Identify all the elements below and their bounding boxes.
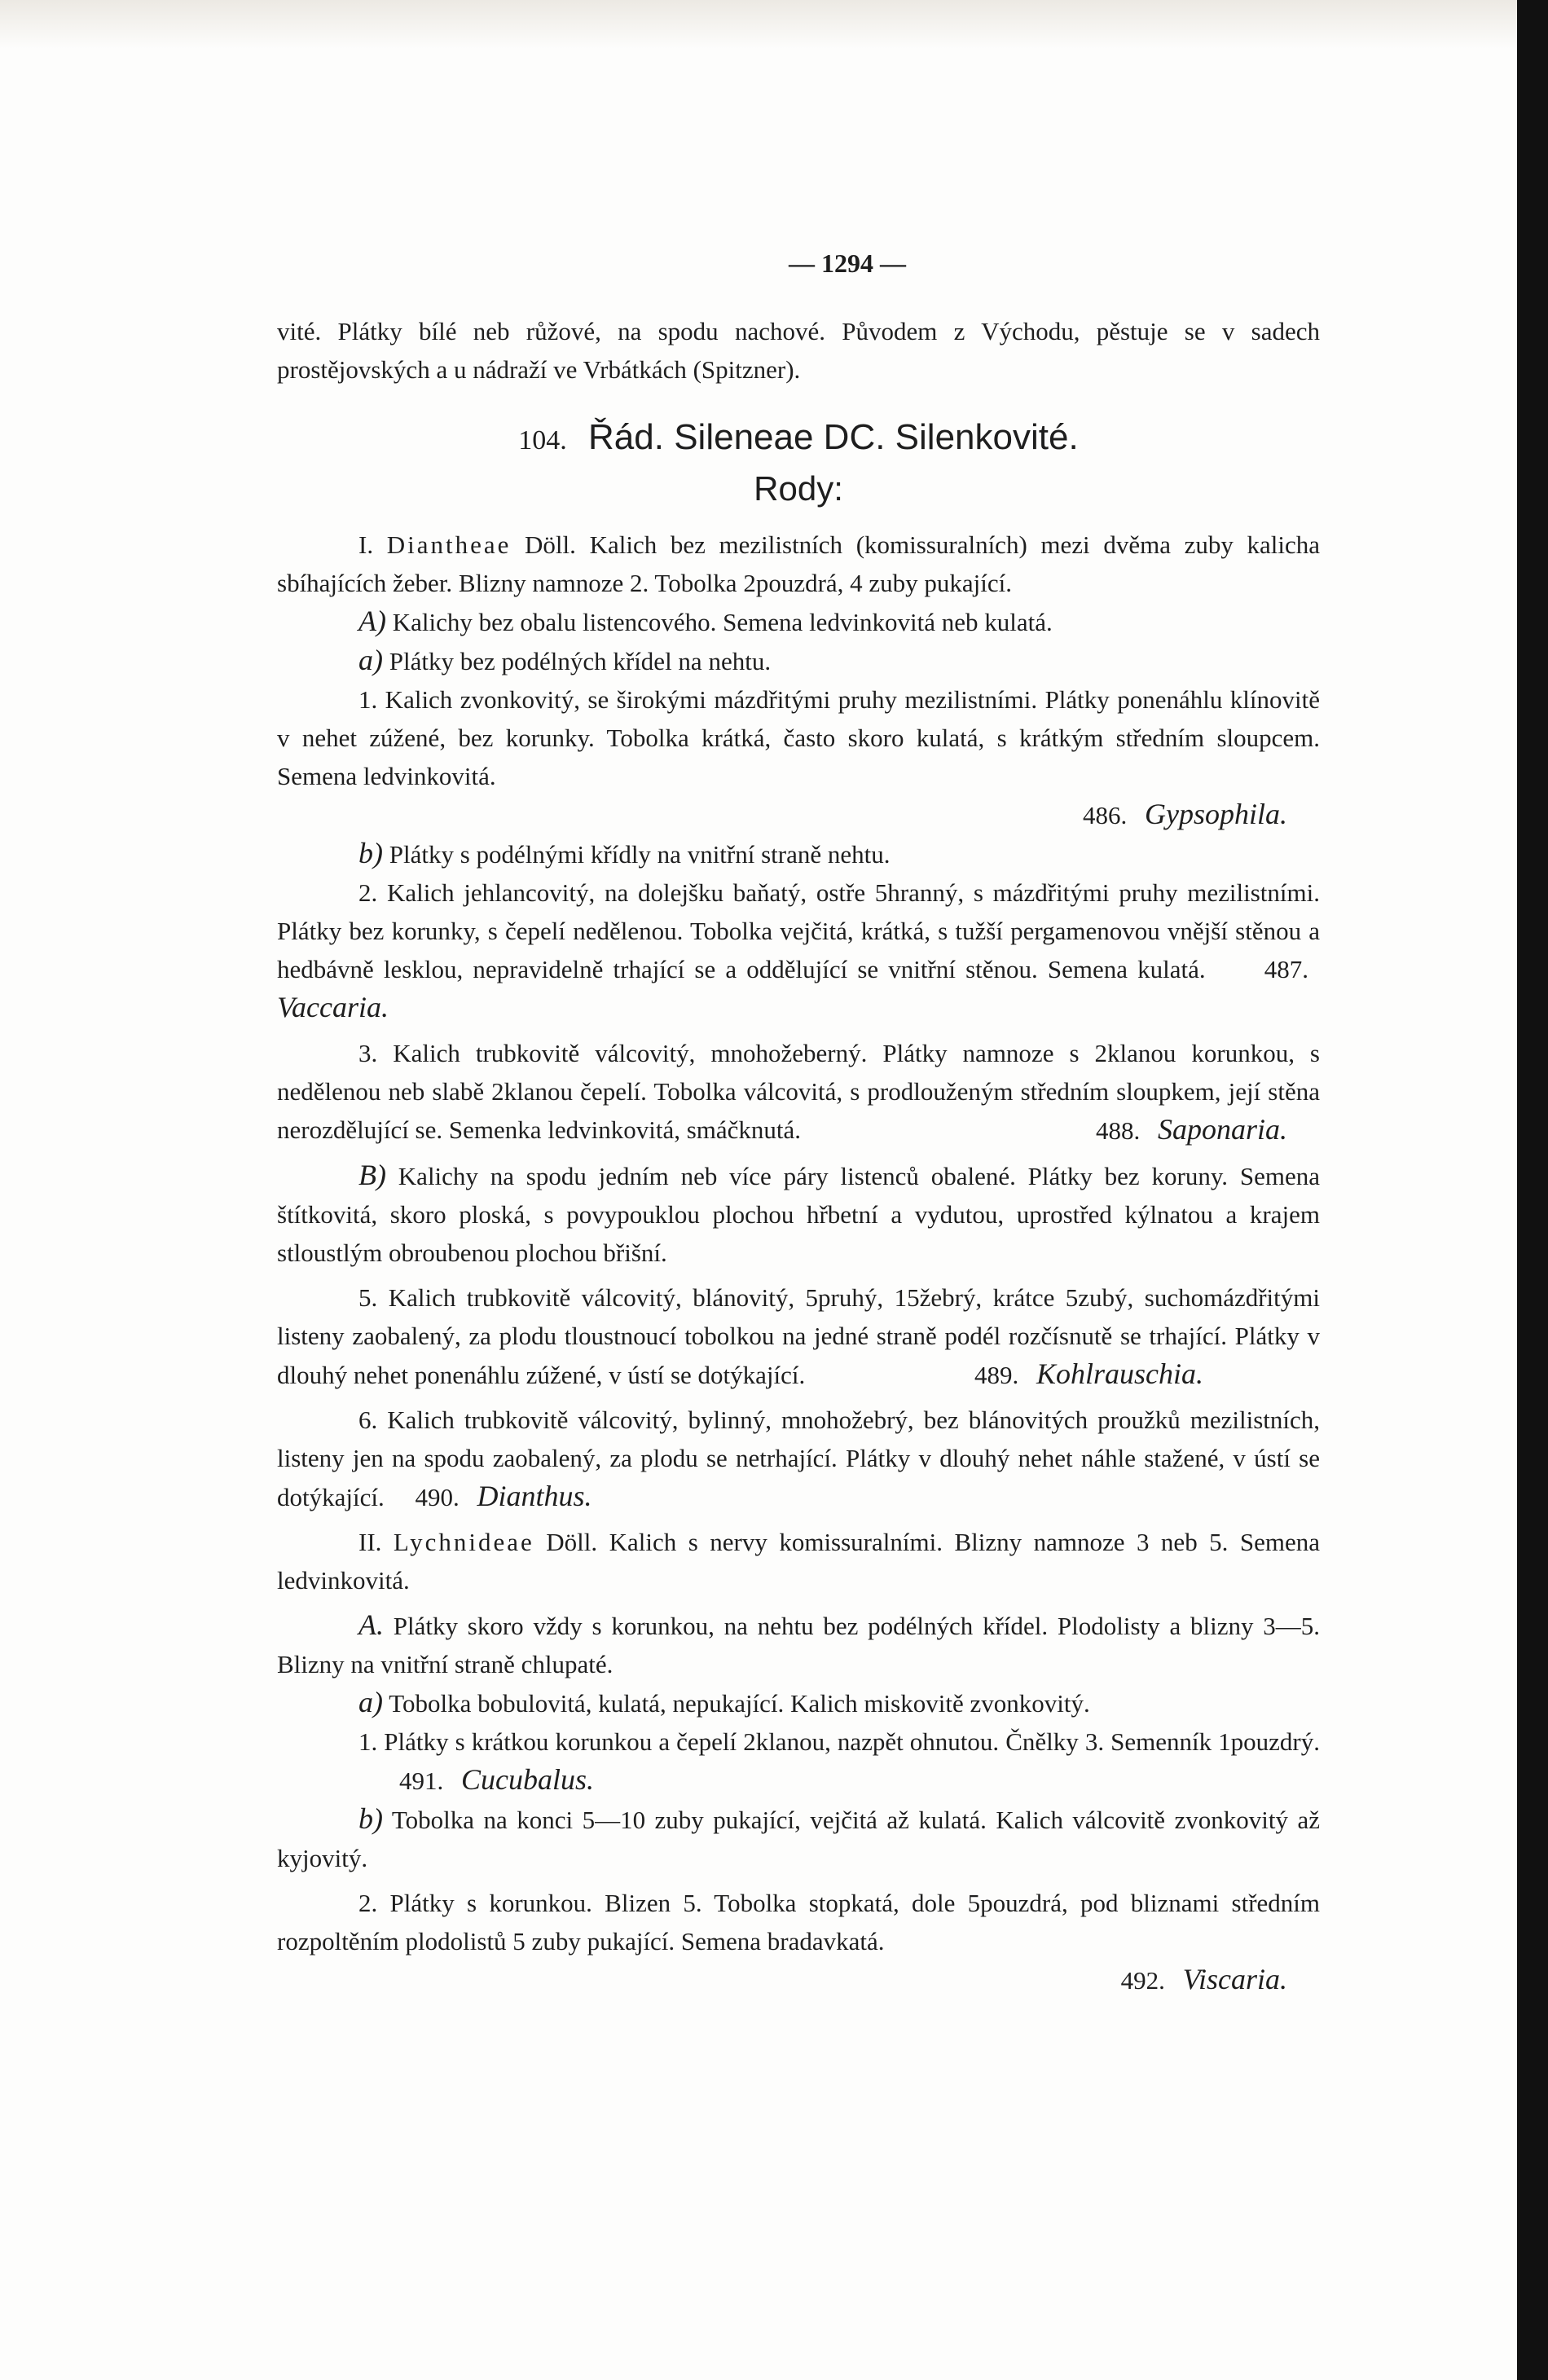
key-A2: [277, 1606, 1320, 1683]
scan-shadow-top: [0, 0, 1548, 49]
item-3-text: 3. Kalich trubkovitě válcovitý, mnohožeberný. Plátky namnoze s 2klanou korunkou, s nedělenou neb slabě 2klanou čepelí. Tobolka válcovitá, s prodlouženým středním sloupkem, její stěna nerozdělující se. Semenka ledvinkovitá, smáčknutá.: [277, 1039, 1320, 1144]
key-b2: [277, 1800, 1320, 1877]
tribe-2-author: Döll.: [546, 1528, 598, 1556]
genus-488-name: Saponaria.: [1157, 1113, 1287, 1146]
item-1b: [277, 1722, 1320, 1800]
key-a2-text: Tobolka bobulovitá, kulatá, nepukající. Kalich miskovitě zvonkovitý.: [389, 1689, 1090, 1718]
key-a: [277, 641, 1320, 680]
genus-492-name: Viscaria.: [1182, 1963, 1287, 1995]
key-A-letter: A): [358, 605, 386, 637]
genus-487-number: 487.: [1264, 955, 1308, 983]
book-page: [277, 244, 1320, 1999]
item-5-text: 5. Kalich trubkovitě válcovitý, blánovitý, 5pruhý, 15žebrý, krátce 5zubý, suchomázdřitými listeny zaobalený, za plodu tloustnoucí tobolkou na jedné straně podél rozčísnutě se trhající. Plátky v dlouhý nehet ponenáhlu zúžené, v ústí se dotýkající.: [277, 1283, 1320, 1389]
key-A-text: Kalichy bez obalu listencového. Semena ledvinkovitá neb kulatá.: [392, 608, 1053, 636]
key-b: [277, 834, 1320, 873]
key-B: [277, 1156, 1320, 1272]
family-subtitle: Rody:: [754, 469, 843, 508]
genus-490-name: Dianthus.: [477, 1480, 592, 1512]
genus-486-number: 486.: [1083, 801, 1128, 829]
key-a-letter: a): [358, 644, 383, 676]
key-a-text: Plátky bez podélných křídel na nehtu.: [389, 647, 772, 675]
genus-491-name: Cucubalus.: [461, 1763, 595, 1796]
key-b2-text: Tobolka na konci 5—10 zuby pukající, vejčitá až kulatá. Kalich válcovitě zvonkovitý až kyjovitý.: [277, 1806, 1320, 1872]
item-1-text: 1. Kalich zvonkovitý, se širokými mázdřitými pruhy mezilistními. Plátky ponenáhlu klínovitě v nehet zúžené, bez korunky. Tobolka krátká, často skoro kulatá, s krátkým středním sloupcem. Semena ledvinkovitá.: [277, 685, 1320, 790]
key-a2-letter: a): [358, 1686, 383, 1718]
genus-489-name: Kohlrauschia.: [1036, 1357, 1204, 1390]
item-2-text: 2. Kalich jehlancovitý, na dolejšku baňatý, ostře 5hranný, s mázdřitými pruhy mezilistními. Plátky bez korunky, s čepelí nedělenou. Tobolka vejčitá, krátká, s tužší pergamenovou vnější stěnou a hedbávně lesklou, nepravidelně trhající se a oddělující se vnitřní stěnou. Semena kulatá.: [277, 878, 1320, 983]
key-A2-letter: A.: [358, 1608, 384, 1641]
family-title: Řád. Sileneae DC. Silenkovité.: [588, 417, 1079, 457]
tribe-1: [277, 526, 1320, 602]
genus-491-number: 491.: [399, 1766, 444, 1795]
genus-492-number: 492.: [1120, 1966, 1165, 1995]
family-number: 104.: [518, 425, 567, 455]
item-2: [277, 873, 1320, 1027]
key-B-text: Kalichy na spodu jedním neb více páry listenců obalené. Plátky bez koruny. Semena štítkovitá, skoro ploská, s povypouklou plochou hřbetní a vydutou, uprostřed kýlnatou a krajem stloustlým obroubenou plochou břišní.: [277, 1162, 1320, 1267]
key-B-letter: B): [358, 1159, 386, 1191]
tribe-1-text: Kalich bez mezilistních (komissuralních) mezi dvěma zuby kalicha sbíhajících žeber. Blizny namnoze 2. Tobolka 2pouzdrá, 4 zuby pukající.: [277, 530, 1321, 597]
tribe-2: [277, 1523, 1320, 1599]
scan-border-right: [1517, 0, 1548, 2380]
key-b-letter: b): [358, 837, 383, 869]
tribe-2-name: Lychnideae: [393, 1528, 534, 1556]
genus-489-number: 489.: [974, 1361, 1019, 1389]
key-A: [277, 602, 1320, 641]
key-b2-letter: b): [358, 1802, 383, 1835]
item-2b-text: 2. Plátky s korunkou. Blizen 5. Tobolka stopkatá, dole 5pouzdrá, pod bliznami středním rozpoltěním plodolistů 5 zuby pukající. Semena bradavkatá.: [277, 1889, 1320, 1955]
genus-486: [277, 795, 1320, 834]
genus-488-number: 488.: [1095, 1116, 1141, 1145]
genus-490-number: 490.: [415, 1483, 460, 1511]
key-A2-text: Plátky skoro vždy s korunkou, na nehtu bez podélných křídel. Plodolisty a blizny 3—5. Blizny na vnitřní straně chlupaté.: [277, 1612, 1320, 1678]
genus-486-name: Gypsophila.: [1145, 798, 1287, 830]
tribe-1-name: Diantheae: [386, 530, 512, 559]
item-6-text: 6. Kalich trubkovitě válcovitý, bylinný, mnohožebrý, bez blánovitých proužků mezilistních, listeny jen na spodu zaobalený, za plodu se netrhající. Plátky v dlouhý nehet náhle stažené, v ústí se dotýkající.: [277, 1406, 1320, 1511]
genus-492: [277, 1960, 1320, 1999]
page-number: — 1294 —: [789, 249, 906, 278]
tribe-1-label: I.: [358, 530, 374, 559]
item-6: [277, 1401, 1320, 1516]
family-heading: [277, 413, 1320, 465]
key-b-text: Plátky s podélnými křídly na vnitřní straně nehtu.: [389, 840, 891, 869]
genus-487-name: Vaccaria.: [277, 991, 389, 1023]
item-5: [277, 1278, 1320, 1394]
item-1b-text: 1. Plátky s krátkou korunkou a čepelí 2klanou, nazpět ohnutou. Čnělky 3. Semenník 1pouzdrý.: [358, 1727, 1320, 1756]
tribe-2-text: Kalich s nervy komissuralními. Blizny namnoze 3 neb 5. Semena ledvinkovitá.: [277, 1528, 1321, 1595]
tribe-1-author: Döll.: [525, 530, 576, 559]
tribe-2-label: II.: [358, 1528, 382, 1556]
intro-paragraph: vité. Plátky bílé neb růžové, na spodu nachové. Původem z Východu, pěstuje se v sadech prostějovských a u nádraží ve Vrbátkách (Spitzner).: [277, 317, 1320, 384]
key-a2: [277, 1683, 1320, 1722]
